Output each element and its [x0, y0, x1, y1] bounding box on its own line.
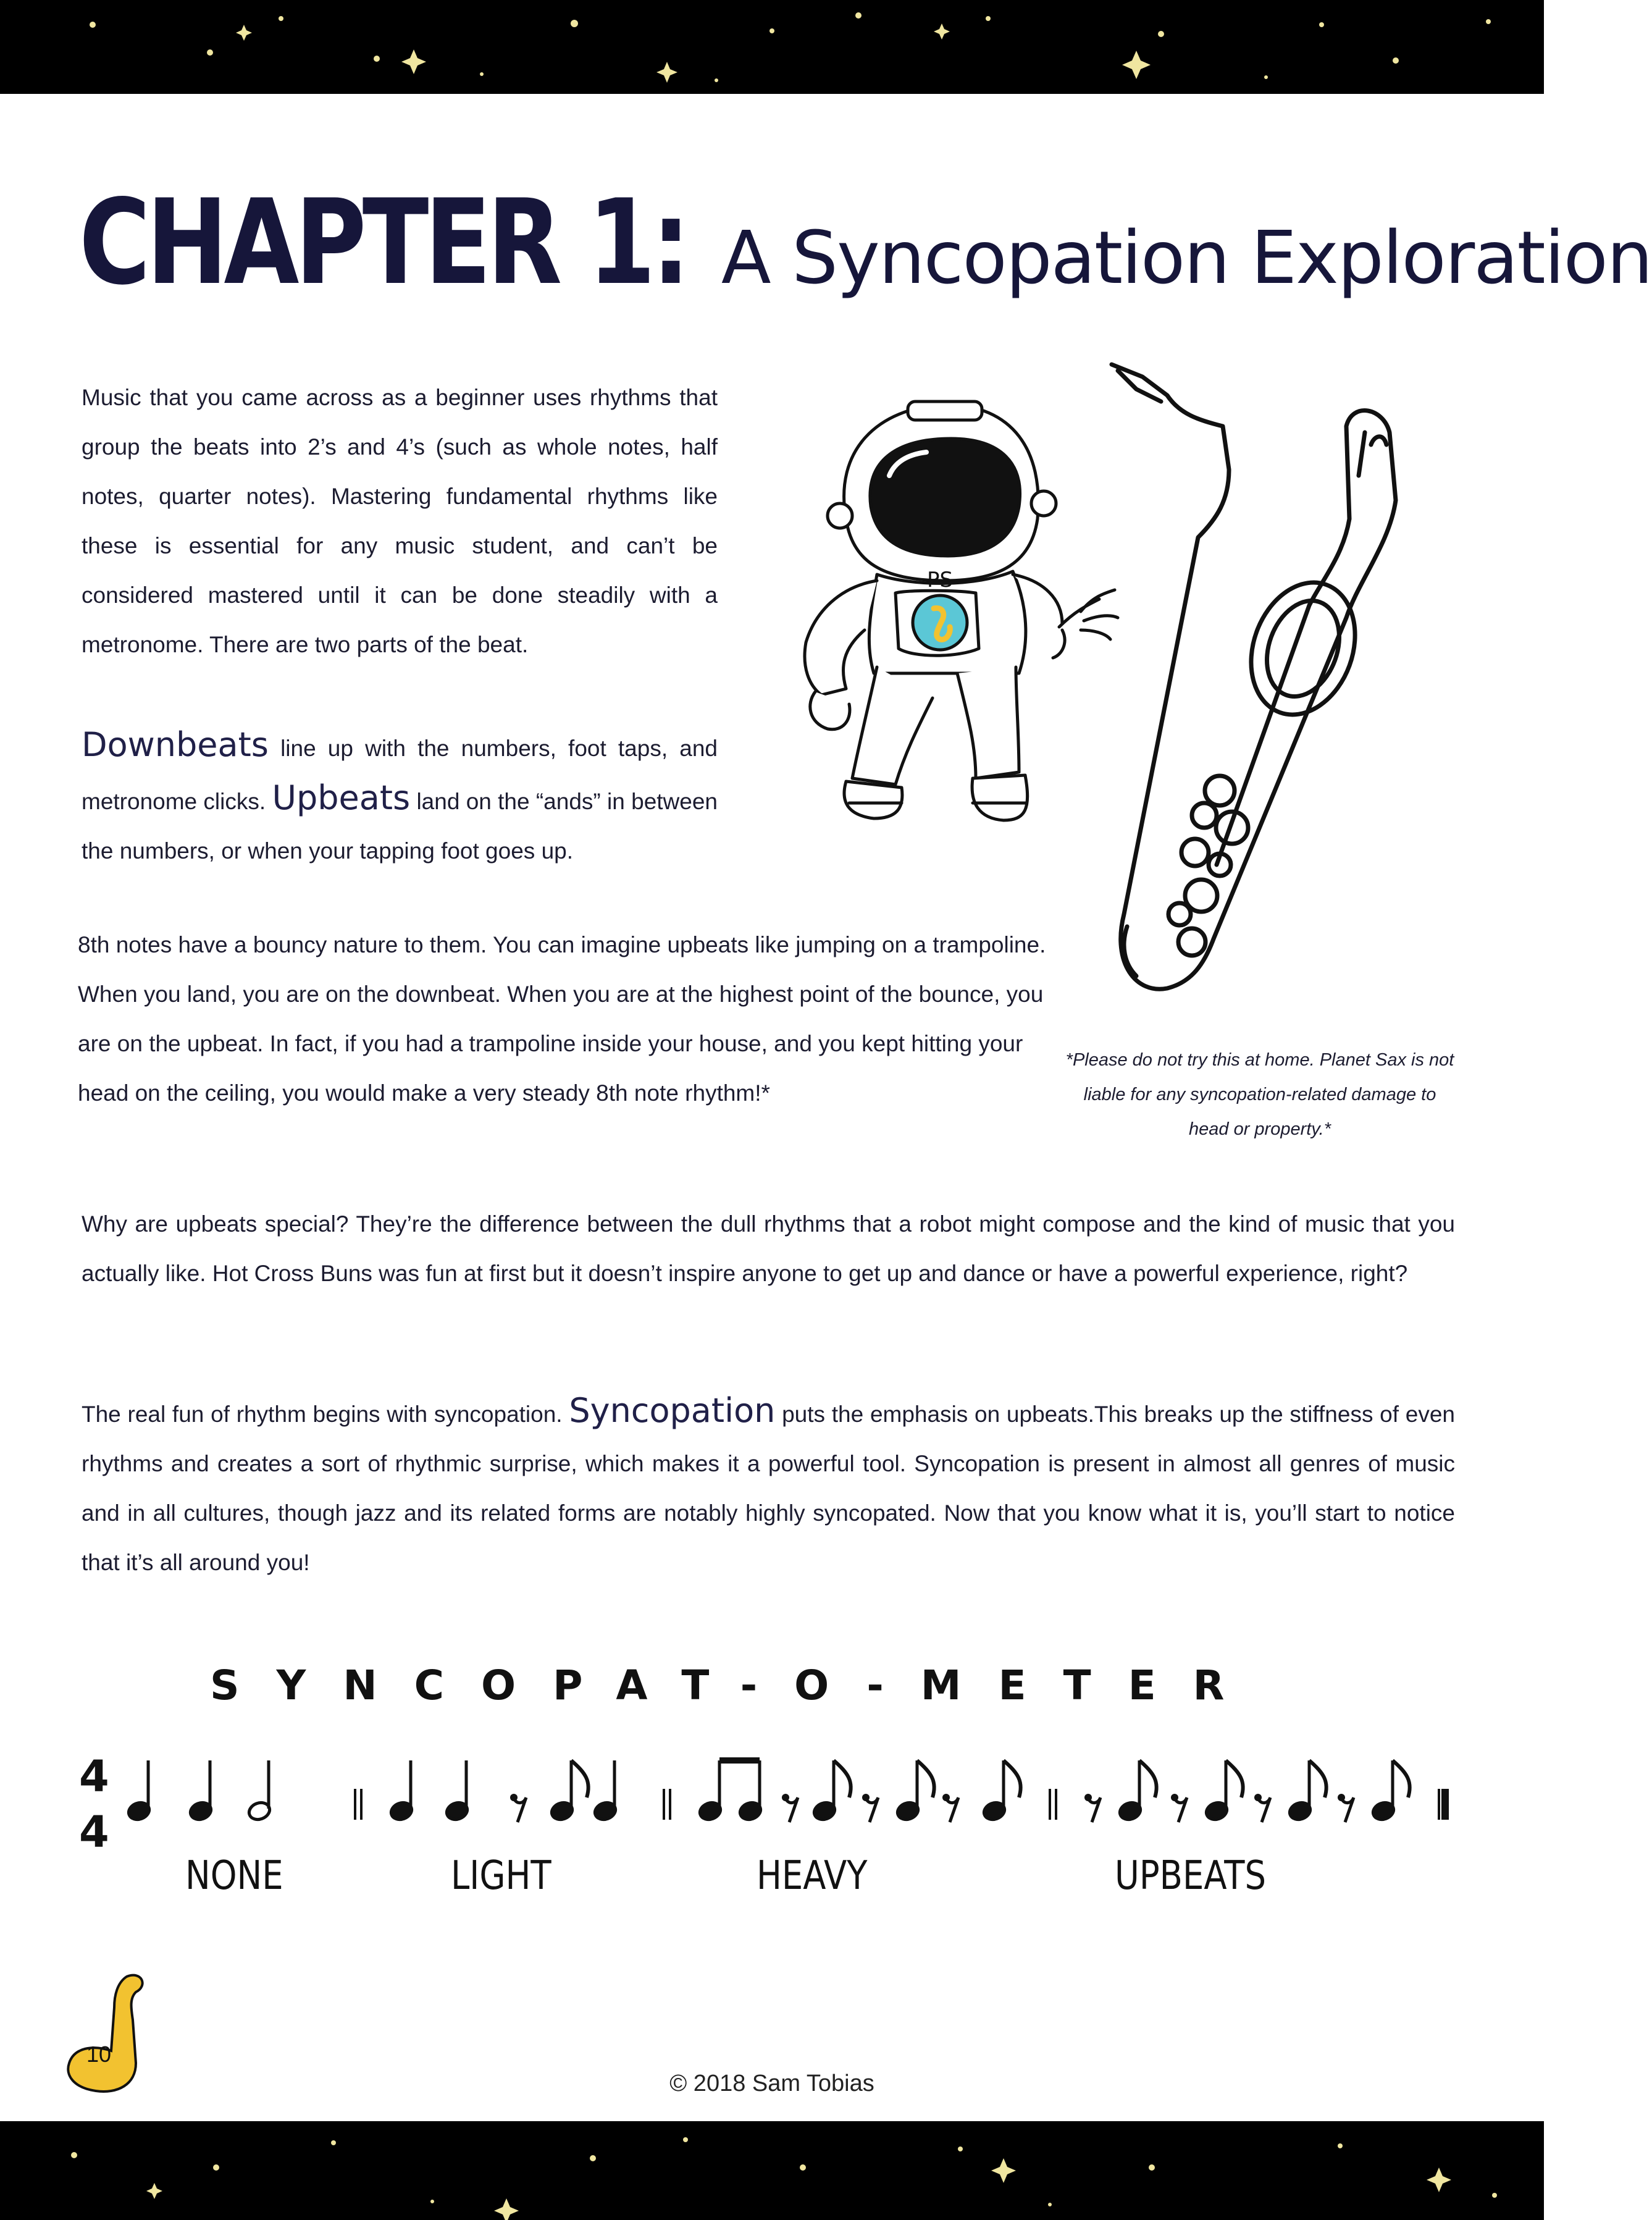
eighth-flag — [1309, 1760, 1327, 1797]
syncopation-lead: The real fun of rhythm begins with syncopation. — [82, 1402, 563, 1427]
eighth-flag — [1139, 1760, 1157, 1797]
upbeats-special-paragraph: Why are upbeats special? They’re the difference between the dull rhythms that a robot might compose and the kind of music that you actually like. Hot Cross Buns was fun at first but it doesn’t inspire anyone to get up and dance or have a powerful experience, right? — [82, 1211, 1455, 1286]
chapter-subtitle: A Syncopation Exploration — [721, 215, 1652, 300]
astronaut-badge-label: PS — [926, 568, 954, 592]
copyright: © 2018 Sam Tobias — [669, 2071, 874, 2096]
eighth-flag — [1004, 1760, 1021, 1797]
eighth-rest — [1341, 1797, 1354, 1822]
eighth-rest — [946, 1797, 958, 1822]
eighth-flag — [571, 1760, 589, 1797]
bottom-starfield-band — [0, 2121, 1544, 2220]
eighth-rest-dot — [942, 1794, 950, 1801]
meter-label-none: NONE — [185, 1853, 283, 1899]
eighth-flag — [1226, 1760, 1243, 1797]
intro-paragraph: Music that you came across as a beginner uses rhythms that group the beats into 2’s and 4’s (such as whole notes, half notes, quarter notes). Mastering fundamental rhythms like these is essential for any music student, and can’t be considered mastered until it can be done steadily with a metronome. There are two parts of the beat. — [82, 385, 718, 657]
eighth-flag — [834, 1760, 851, 1797]
syncopation-paragraph — [82, 1386, 1455, 1587]
eighth-rest-dot — [782, 1794, 789, 1801]
rhythm-staff — [74, 1742, 1482, 1865]
upbeats-text: land on the “ands” in between the numbers, or when your tapping foot goes up. — [82, 789, 718, 864]
time-signature-top: 4 — [79, 1751, 109, 1802]
rhythm-notes — [127, 1760, 1445, 1822]
eighth-rest — [514, 1797, 526, 1822]
astronaut-illustration — [772, 377, 1143, 846]
eighth-rest-dot — [510, 1794, 518, 1801]
meter-label-heavy: HEAVY — [757, 1853, 868, 1899]
chapter-number: CHAPTER 1: — [79, 174, 687, 311]
eighth-rest-dot — [862, 1794, 870, 1801]
eighth-flag — [1393, 1760, 1410, 1797]
eighth-rest — [786, 1797, 798, 1822]
footnote: *Please do not try this at home. Planet Sax is not liable for any syncopation-related damage to head or property.* — [1065, 1050, 1454, 1139]
eighth-rest-dot — [1254, 1794, 1262, 1801]
eighth-flag — [917, 1760, 934, 1797]
eighth-rest — [1258, 1797, 1270, 1822]
eighth-rest-dot — [1338, 1794, 1345, 1801]
saxophone-illustration — [1099, 358, 1433, 1025]
page-number: 10 — [86, 2041, 112, 2067]
syncopation-text: puts the emphasis on upbeats.This breaks up the stiffness of even rhythms and creates a sort of rhythmic surprise, which makes it a powerful tool. Syncopation is present in almost all genres of music and in all cultures, though jazz and its related forms are notably highly syncopated. Now that you know what it is, you’ll start to notice that it’s all around you! — [82, 1402, 1456, 1575]
meter-label-upbeats: UPBEATS — [1115, 1853, 1267, 1899]
eighth-rest — [1088, 1797, 1101, 1822]
eighth-rest — [866, 1797, 878, 1822]
syncopatometer-title: SYNCOPAT-O-METER — [210, 1662, 1262, 1709]
top-starfield-band — [0, 0, 1544, 94]
time-signature-bottom: 4 — [79, 1807, 109, 1857]
trampoline-paragraph: 8th notes have a bouncy nature to them. You can imagine upbeats like jumping on a trampoline. When you land, you are on the downbeat. When you are at the highest point of the bounce, you are on the upbeat. In fact, if you had a trampoline inside your house, and you kept hitting your head on the ceiling, you would make a very steady 8th note rhythm!* — [78, 932, 1046, 1106]
upbeats-term: Upbeats — [272, 778, 411, 817]
eighth-rest-dot — [1084, 1794, 1092, 1801]
downbeats-text: line up with the numbers, foot taps, and metronome clicks. — [82, 736, 718, 814]
eighth-rest-dot — [1171, 1794, 1178, 1801]
downbeats-term: Downbeats — [82, 725, 269, 764]
chapter-heading — [79, 174, 1652, 316]
meter-label-light: LIGHT — [451, 1853, 551, 1899]
eighth-rest — [1175, 1797, 1187, 1822]
beats-paragraph — [82, 720, 718, 876]
syncopation-term: Syncopation — [569, 1391, 776, 1430]
